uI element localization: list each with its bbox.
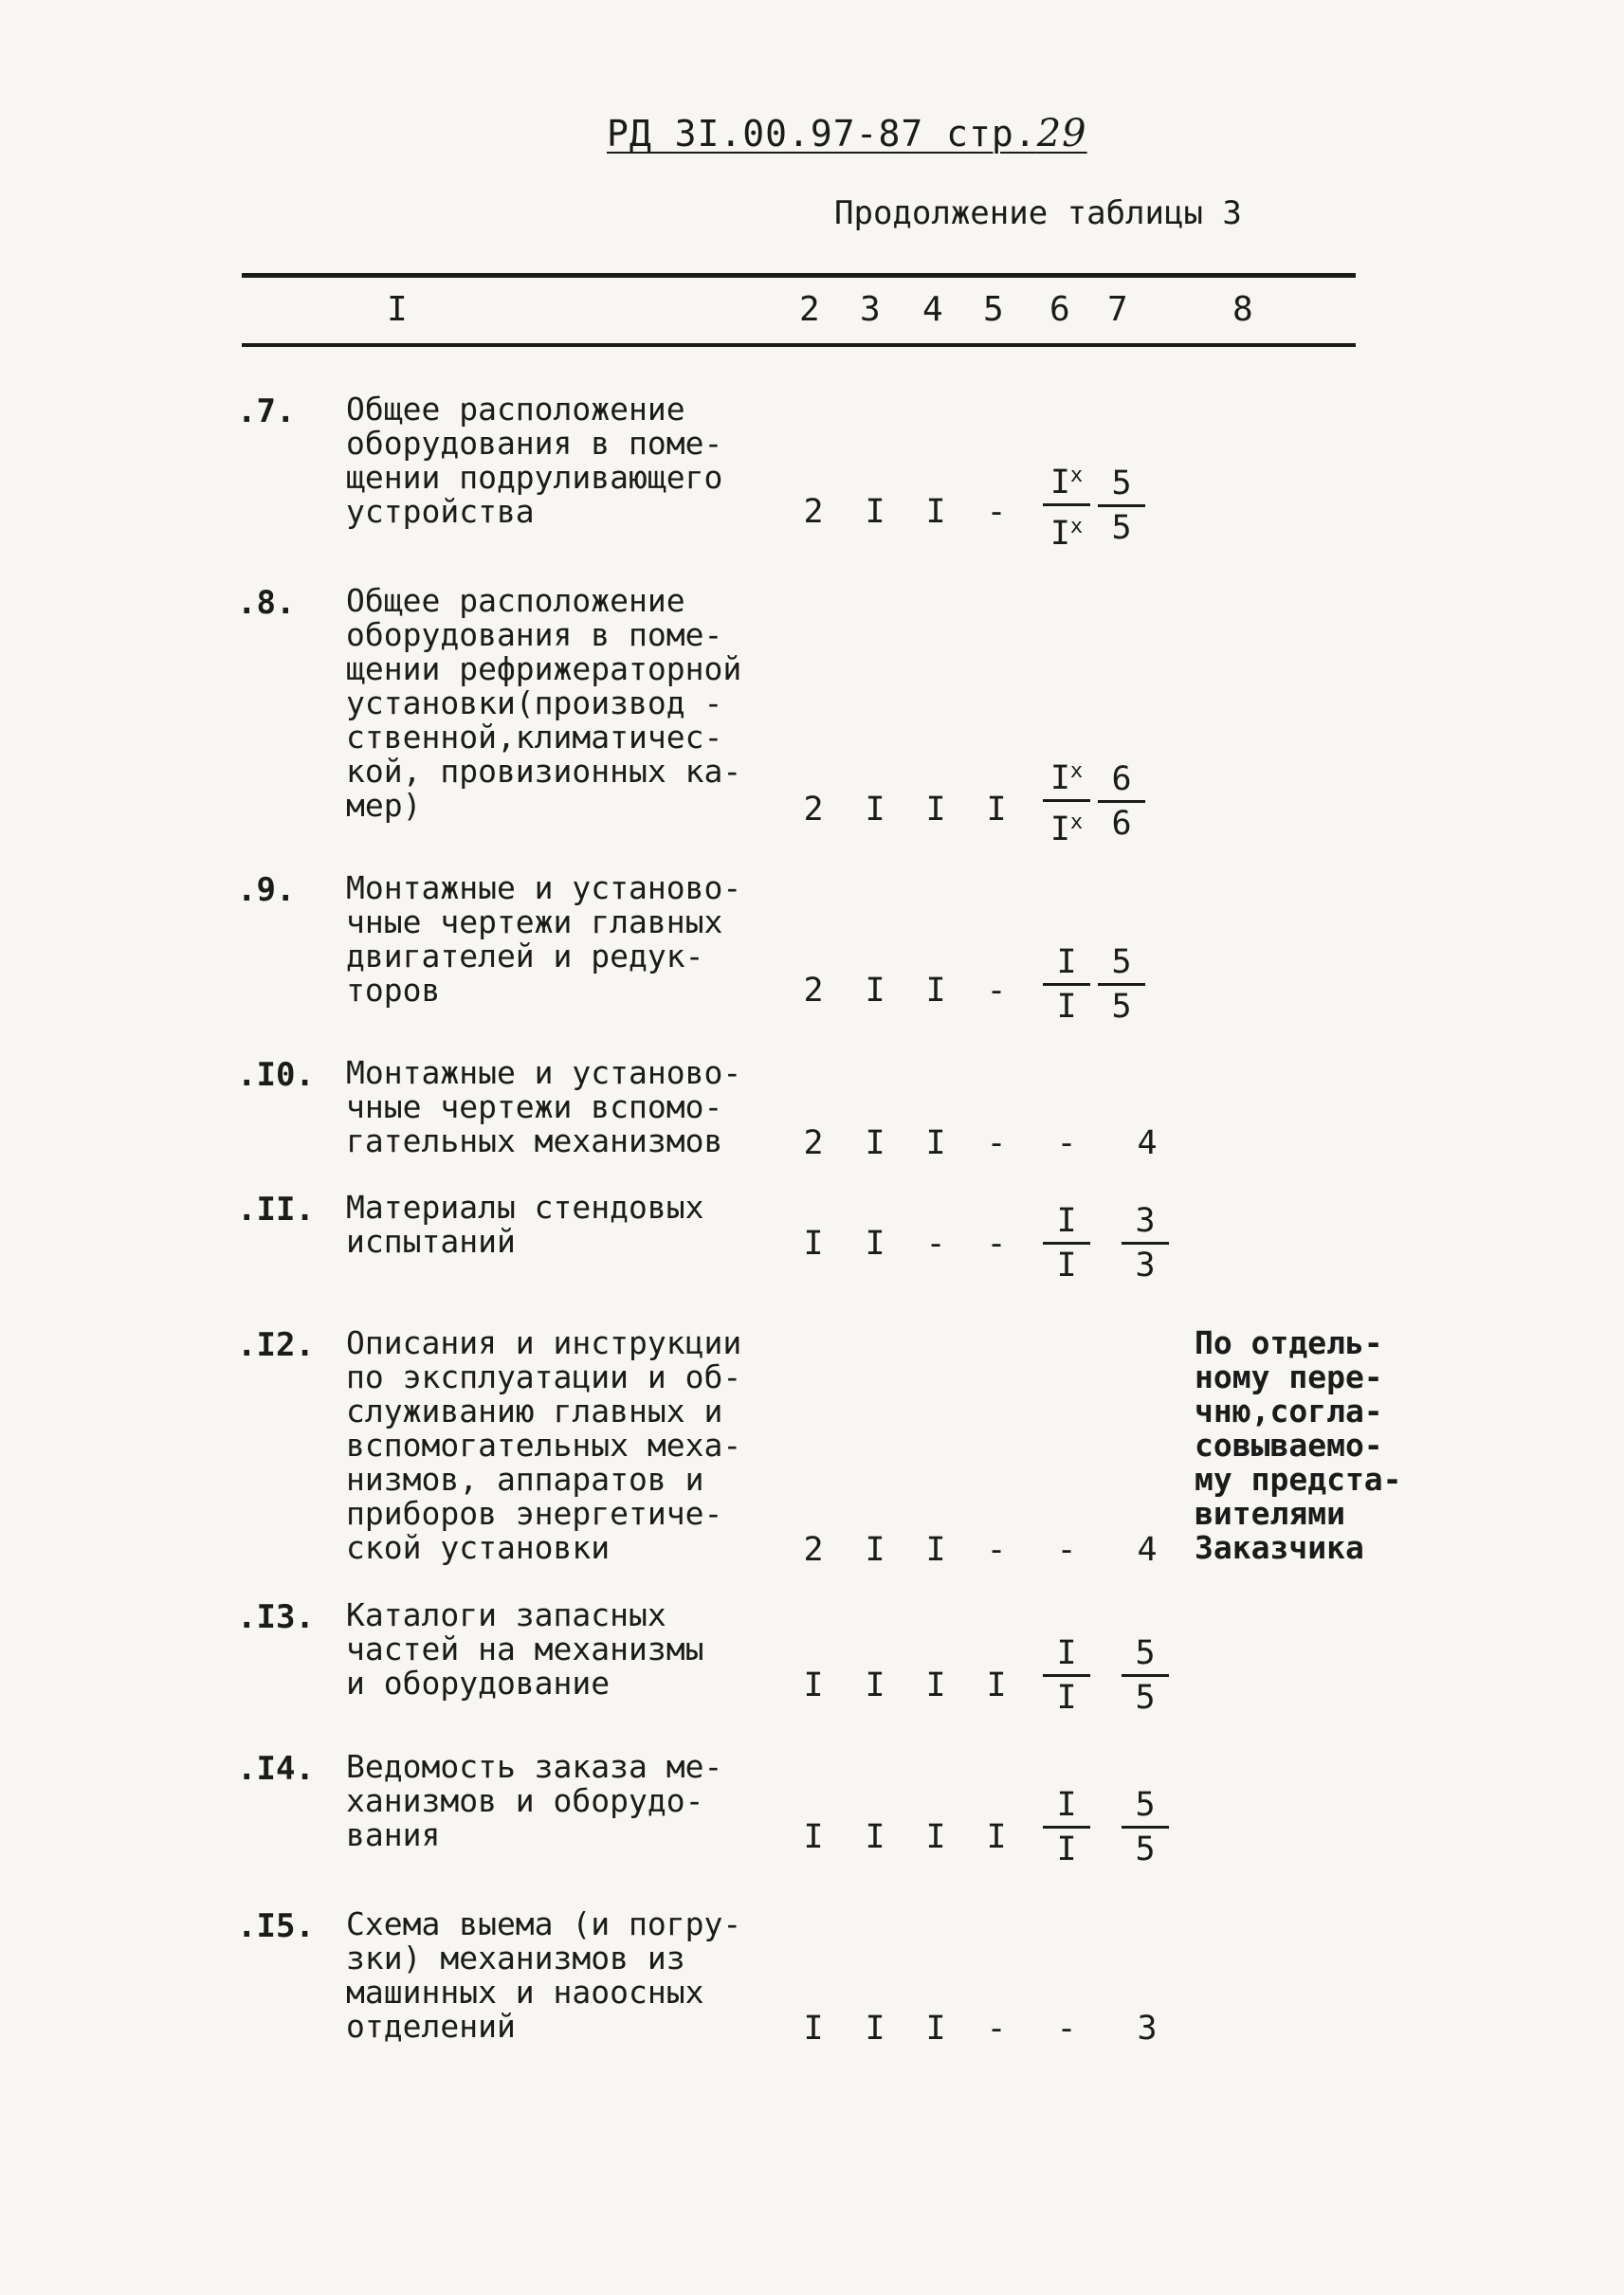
cell-col7-fraction: [1122, 1632, 1169, 1719]
cell-col5: -: [986, 493, 1007, 531]
fraction-numerator: [1043, 751, 1090, 802]
document-code: [607, 112, 1087, 155]
row-number: .II.: [237, 1191, 315, 1229]
column-header-3: 3: [860, 290, 881, 329]
cell-col5: I: [986, 1818, 1007, 1856]
cell-col2: I: [803, 1667, 824, 1704]
row-description: Каталоги запасных частей на механизмы и оборудование: [346, 1596, 704, 1702]
cell-col7: 3: [1137, 2010, 1158, 2048]
fraction-numerator: 6: [1098, 758, 1145, 803]
row-number: .8.: [237, 584, 296, 622]
cell-col7-fraction: [1098, 758, 1145, 845]
cell-col7: 4: [1137, 1124, 1158, 1162]
cell-col5: -: [986, 972, 1007, 1010]
row-number: .7.: [237, 392, 296, 430]
cell-col2: 2: [803, 1531, 824, 1569]
cell-col5: I: [986, 1667, 1007, 1704]
fraction-numerator: I: [1043, 941, 1090, 986]
cell-col2: 2: [803, 791, 824, 829]
cell-col4: I: [925, 972, 946, 1010]
cell-col7: 4: [1137, 1531, 1158, 1569]
cell-col6-fraction: [1043, 941, 1090, 1028]
cell-col5: -: [986, 1124, 1007, 1162]
cell-col3: I: [865, 2010, 885, 2048]
denominator-superscript: x: [1069, 515, 1084, 538]
fraction-denominator: I: [1056, 1247, 1077, 1284]
cell-col6-fraction: [1043, 751, 1090, 850]
fraction-numerator: 5: [1098, 941, 1145, 986]
fraction-denominator: 6: [1111, 805, 1132, 843]
cell-col6: -: [1056, 1531, 1077, 1569]
table-header-rule: [242, 343, 1356, 347]
fraction-denominator: 3: [1135, 1247, 1156, 1284]
cell-col4: -: [925, 1225, 946, 1263]
cell-col6: -: [1056, 1124, 1077, 1162]
fraction-numerator: 3: [1122, 1200, 1169, 1245]
row-description: Схема выема (и погру- зки) механизмов из машинных и наоосных отделений: [346, 1905, 742, 2045]
row-description: Общее расположение оборудования в поме- щении подруливающего устройства: [346, 391, 723, 530]
row-number: .I0.: [237, 1056, 315, 1094]
cell-col4: I: [925, 791, 946, 829]
fraction-denominator: 5: [1111, 509, 1132, 547]
fraction-numerator: [1043, 455, 1090, 506]
row-number: .9.: [237, 871, 296, 909]
cell-col3: I: [865, 1667, 885, 1704]
fraction-numerator: I: [1043, 1784, 1090, 1829]
row-number: .I5.: [237, 1907, 315, 1945]
denominator-text: I: [1049, 515, 1070, 553]
fraction-denominator: 5: [1135, 1679, 1156, 1717]
numerator-superscript: x: [1069, 464, 1084, 487]
numerator-superscript: x: [1069, 759, 1084, 783]
fraction-denominator: I: [1056, 988, 1077, 1026]
page-number: 29: [1036, 112, 1087, 155]
fraction-numerator: 5: [1122, 1784, 1169, 1829]
cell-col2: 2: [803, 972, 824, 1010]
cell-col2: I: [803, 1818, 824, 1856]
row-description: Материалы стендовых испытаний: [346, 1189, 704, 1260]
denominator-text: I: [1049, 811, 1070, 848]
cell-col7-fraction: [1098, 941, 1145, 1028]
cell-col3: I: [865, 493, 885, 531]
cell-col5: -: [986, 2010, 1007, 2048]
fraction-denominator: 5: [1111, 988, 1132, 1026]
cell-col4: I: [925, 493, 946, 531]
cell-col4: I: [925, 1531, 946, 1569]
row-description: Монтажные и установо- чные чертежи вспомо- гательных механизмов: [346, 1054, 742, 1159]
column-header-5: 5: [983, 290, 1004, 329]
column-header-8: 8: [1232, 290, 1253, 329]
cell-col2: 2: [803, 493, 824, 531]
table-top-rule: [242, 273, 1356, 278]
cell-col3: I: [865, 1225, 885, 1263]
column-header-6: 6: [1049, 290, 1070, 329]
cell-col3: I: [865, 1531, 885, 1569]
row-description: Общее расположение оборудования в поме- щении рефрижераторной установки(производ - ственной,климатичес- кой, провизионных ка- мер): [346, 582, 742, 824]
fraction-denominator: 5: [1135, 1831, 1156, 1868]
numerator-text: I: [1049, 759, 1070, 797]
column-header-4: 4: [922, 290, 943, 329]
row-description: Ведомость заказа ме- ханизмов и оборудо- вания: [346, 1748, 723, 1853]
column-header-2: 2: [799, 290, 820, 329]
cell-col5: -: [986, 1531, 1007, 1569]
row-note: По отдель- ному пере- чню,согла- совываемо- му предста- вителями Заказчика: [1195, 1324, 1402, 1566]
denominator-superscript: x: [1069, 811, 1084, 834]
cell-col4: I: [925, 2010, 946, 2048]
cell-col3: I: [865, 972, 885, 1010]
cell-col7-fraction: [1122, 1200, 1169, 1286]
cell-col3: I: [865, 1124, 885, 1162]
fraction-denominator: [1043, 506, 1090, 555]
fraction-denominator: [1043, 802, 1090, 850]
cell-col5: I: [986, 791, 1007, 829]
cell-col7-fraction: [1098, 463, 1145, 549]
cell-col3: I: [865, 1818, 885, 1856]
cell-col4: I: [925, 1124, 946, 1162]
cell-col6: -: [1056, 2010, 1077, 2048]
cell-col5: -: [986, 1225, 1007, 1263]
row-number: .I2.: [237, 1326, 315, 1364]
cell-col4: I: [925, 1818, 946, 1856]
fraction-numerator: 5: [1122, 1632, 1169, 1677]
cell-col2: I: [803, 2010, 824, 2048]
cell-col2: 2: [803, 1124, 824, 1162]
cell-col2: I: [803, 1225, 824, 1263]
document-code-text: РД 3I.00.97-87 стр.: [607, 113, 1037, 155]
cell-col6-fraction: [1043, 1784, 1090, 1870]
fraction-denominator: I: [1056, 1679, 1077, 1717]
row-number: .I4.: [237, 1750, 315, 1788]
cell-col3: I: [865, 791, 885, 829]
fraction-numerator: 5: [1098, 463, 1145, 507]
cell-col7-fraction: [1122, 1784, 1169, 1870]
numerator-text: I: [1049, 464, 1070, 501]
fraction-numerator: I: [1043, 1632, 1090, 1677]
table-continuation-caption: Продолжение таблицы 3: [834, 194, 1242, 232]
cell-col6-fraction: [1043, 1632, 1090, 1719]
column-header-7: 7: [1107, 290, 1128, 329]
row-description: Описания и инструкции по эксплуатации и об- служиванию главных и вспомогательных меха- низмов, аппаратов и приборов энергетиче- ской установки: [346, 1324, 742, 1566]
cell-col4: I: [925, 1667, 946, 1704]
cell-col6-fraction: [1043, 1200, 1090, 1286]
row-description: Монтажные и установо- чные чертежи главных двигателей и редук- торов: [346, 869, 742, 1009]
row-number: .I3.: [237, 1598, 315, 1636]
fraction-denominator: I: [1056, 1831, 1077, 1868]
fraction-numerator: I: [1043, 1200, 1090, 1245]
column-header-1: I: [387, 290, 408, 329]
cell-col6-fraction: [1043, 455, 1090, 555]
